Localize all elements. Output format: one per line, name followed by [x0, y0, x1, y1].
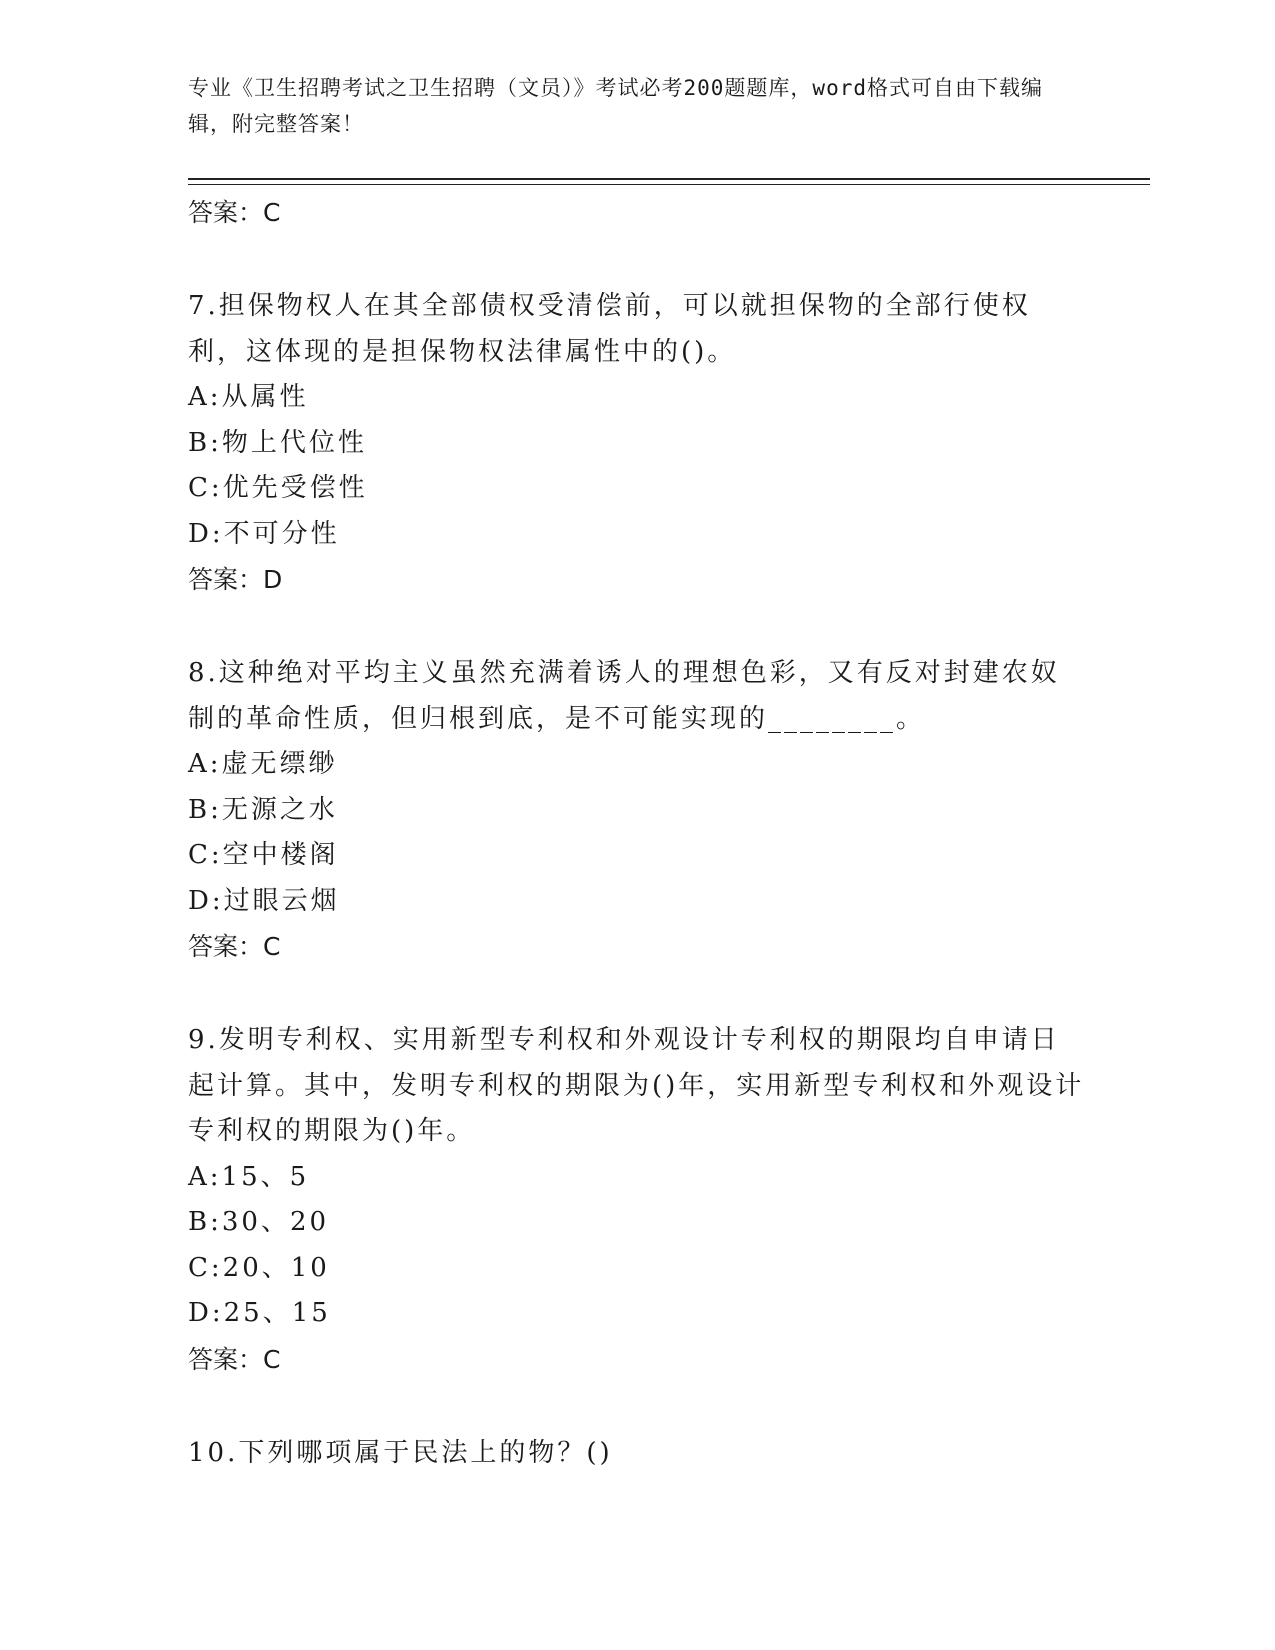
question-text: 7.担保物权人在其全部债权受清偿前，可以就担保物的全部行使权利，这体现的是担保物权法律属性中的()。 [188, 291, 1031, 367]
option-d: D:不可分性 [188, 518, 340, 549]
question-10 [188, 1431, 1088, 1477]
option-b: B:无源之水 [188, 794, 338, 825]
question-9 [188, 1018, 1088, 1383]
header-divider-thick [188, 178, 1150, 180]
answer-line: 答案：C [188, 198, 281, 227]
question-7 [188, 284, 1088, 603]
question-8 [188, 651, 1088, 970]
document-body [188, 190, 1088, 1476]
option-b: B:30、20 [188, 1207, 330, 1237]
answer-line: 答案：C [188, 932, 281, 961]
option-a: A:虚无缥缈 [188, 749, 338, 779]
option-d: D:25、15 [188, 1298, 331, 1328]
header-divider-thin [188, 184, 1150, 185]
answer-line: 答案：C [188, 1344, 281, 1374]
option-b: B:物上代位性 [188, 427, 367, 458]
document-header: 专业《卫生招聘考试之卫生招聘（文员）》考试必考200题题库，word格式可自由下载编辑，附完整答案！ [188, 76, 1043, 136]
option-c: C:20、10 [188, 1252, 330, 1283]
option-a: A:15、5 [188, 1161, 310, 1192]
question-text: 8.这种绝对平均主义虽然充满着诱人的理想色彩，又有反对封建农奴制的革命性质，但归根到底，是不可能实现的________。 [188, 658, 1060, 734]
option-a: A:从属性 [188, 382, 309, 412]
question-text: 10.下列哪项属于民法上的物？() [188, 1437, 613, 1468]
option-c: C:优先受偿性 [188, 473, 368, 503]
question-text: 9.发明专利权、实用新型专利权和外观设计专利权的期限均自申请日起计算。其中，发明专利权的期限为()年，实用新型专利权和外观设计专利权的期限为()年。 [188, 1025, 1085, 1146]
option-d: D:过眼云烟 [188, 885, 340, 916]
answer-line: 答案：D [188, 565, 283, 594]
option-c: C:空中楼阁 [188, 840, 339, 870]
